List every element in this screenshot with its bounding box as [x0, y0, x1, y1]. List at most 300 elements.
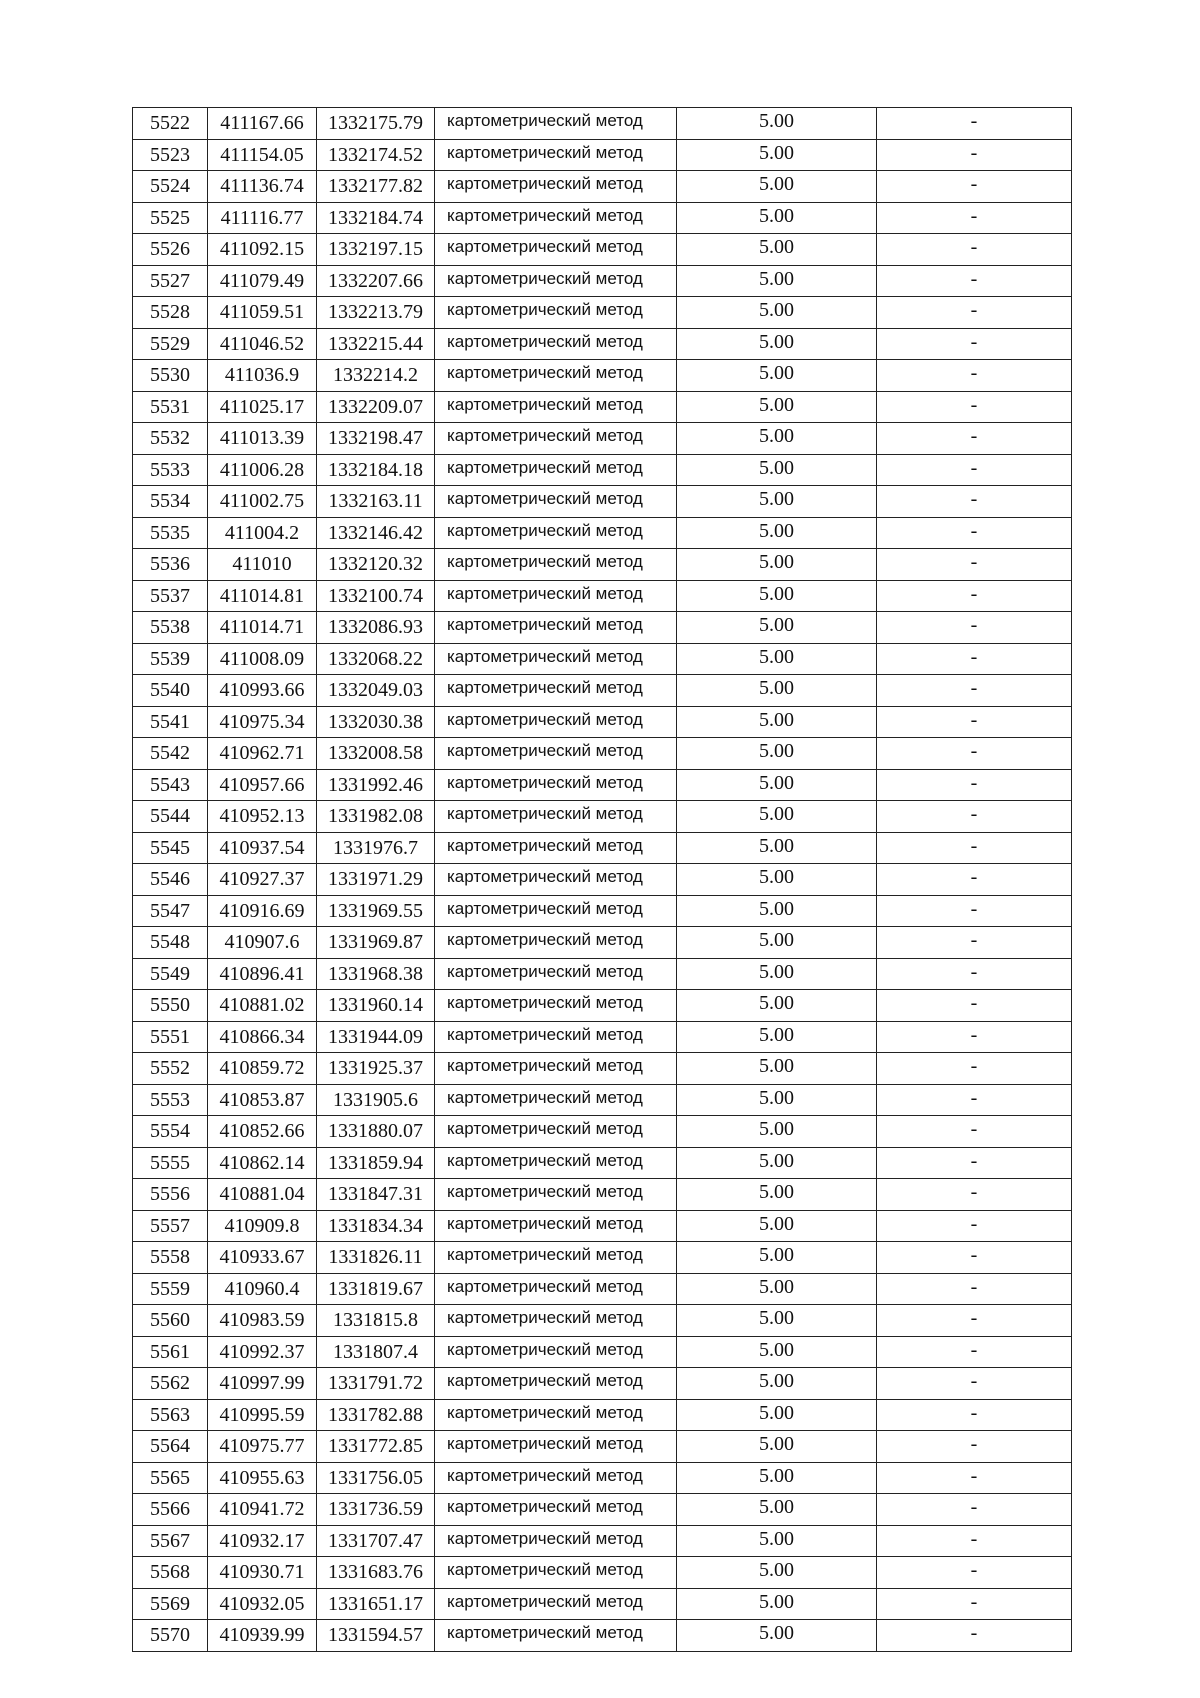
cell-note: -	[877, 580, 1072, 612]
cell-y-coordinate: 1332184.74	[317, 202, 435, 234]
cell-y-coordinate: 1332163.11	[317, 486, 435, 518]
table-row	[133, 391, 1072, 423]
table-row	[133, 1053, 1072, 1085]
cell-note: -	[877, 1116, 1072, 1148]
cell-error: 5.00	[677, 1021, 877, 1053]
cell-x-coordinate: 410927.37	[208, 864, 317, 896]
cell-point-number: 5551	[133, 1021, 208, 1053]
cell-point-number: 5555	[133, 1147, 208, 1179]
cell-error: 5.00	[677, 990, 877, 1022]
cell-y-coordinate: 1332214.2	[317, 360, 435, 392]
cell-point-number: 5550	[133, 990, 208, 1022]
cell-method: картометрический метод	[435, 769, 677, 801]
cell-point-number: 5547	[133, 895, 208, 927]
cell-point-number: 5565	[133, 1462, 208, 1494]
cell-error: 5.00	[677, 1116, 877, 1148]
cell-y-coordinate: 1331944.09	[317, 1021, 435, 1053]
cell-method: картометрический метод	[435, 1620, 677, 1652]
table-row	[133, 927, 1072, 959]
cell-x-coordinate: 410983.59	[208, 1305, 317, 1337]
cell-x-coordinate: 410975.77	[208, 1431, 317, 1463]
cell-x-coordinate: 410859.72	[208, 1053, 317, 1085]
cell-error: 5.00	[677, 423, 877, 455]
cell-y-coordinate: 1332177.82	[317, 171, 435, 203]
cell-error: 5.00	[677, 1336, 877, 1368]
cell-point-number: 5552	[133, 1053, 208, 1085]
cell-error: 5.00	[677, 391, 877, 423]
cell-point-number: 5567	[133, 1525, 208, 1557]
cell-error: 5.00	[677, 1305, 877, 1337]
cell-point-number: 5528	[133, 297, 208, 329]
cell-note: -	[877, 1462, 1072, 1494]
cell-point-number: 5563	[133, 1399, 208, 1431]
table-row	[133, 486, 1072, 518]
cell-y-coordinate: 1332008.58	[317, 738, 435, 770]
cell-x-coordinate: 410937.54	[208, 832, 317, 864]
table-row	[133, 1147, 1072, 1179]
table-row	[133, 1557, 1072, 1589]
cell-y-coordinate: 1331971.29	[317, 864, 435, 896]
cell-note: -	[877, 234, 1072, 266]
cell-note: -	[877, 1336, 1072, 1368]
cell-method: картометрический метод	[435, 297, 677, 329]
cell-note: -	[877, 202, 1072, 234]
cell-method: картометрический метод	[435, 234, 677, 266]
cell-error: 5.00	[677, 612, 877, 644]
cell-method: картометрический метод	[435, 612, 677, 644]
cell-point-number: 5566	[133, 1494, 208, 1526]
cell-x-coordinate: 410852.66	[208, 1116, 317, 1148]
cell-x-coordinate: 411092.15	[208, 234, 317, 266]
cell-y-coordinate: 1331651.17	[317, 1588, 435, 1620]
cell-method: картометрический метод	[435, 1210, 677, 1242]
cell-y-coordinate: 1331756.05	[317, 1462, 435, 1494]
cell-y-coordinate: 1331782.88	[317, 1399, 435, 1431]
cell-x-coordinate: 410962.71	[208, 738, 317, 770]
cell-method: картометрический метод	[435, 1242, 677, 1274]
cell-error: 5.00	[677, 1588, 877, 1620]
table-row	[133, 801, 1072, 833]
cell-error: 5.00	[677, 864, 877, 896]
cell-y-coordinate: 1331992.46	[317, 769, 435, 801]
cell-point-number: 5536	[133, 549, 208, 581]
cell-error: 5.00	[677, 580, 877, 612]
cell-x-coordinate: 411036.9	[208, 360, 317, 392]
cell-error: 5.00	[677, 360, 877, 392]
cell-note: -	[877, 1147, 1072, 1179]
table-row	[133, 108, 1072, 140]
cell-y-coordinate: 1331847.31	[317, 1179, 435, 1211]
cell-point-number: 5538	[133, 612, 208, 644]
cell-note: -	[877, 990, 1072, 1022]
cell-note: -	[877, 1084, 1072, 1116]
cell-method: картометрический метод	[435, 1273, 677, 1305]
table-row	[133, 1084, 1072, 1116]
cell-note: -	[877, 643, 1072, 675]
cell-error: 5.00	[677, 1399, 877, 1431]
cell-method: картометрический метод	[435, 1305, 677, 1337]
cell-point-number: 5522	[133, 108, 208, 140]
cell-error: 5.00	[677, 958, 877, 990]
cell-y-coordinate: 1331594.57	[317, 1620, 435, 1652]
cell-x-coordinate: 410930.71	[208, 1557, 317, 1589]
cell-point-number: 5549	[133, 958, 208, 990]
cell-y-coordinate: 1331683.76	[317, 1557, 435, 1589]
cell-x-coordinate: 410853.87	[208, 1084, 317, 1116]
cell-point-number: 5533	[133, 454, 208, 486]
cell-error: 5.00	[677, 1620, 877, 1652]
cell-point-number: 5525	[133, 202, 208, 234]
cell-error: 5.00	[677, 832, 877, 864]
cell-note: -	[877, 171, 1072, 203]
table-row	[133, 580, 1072, 612]
cell-point-number: 5543	[133, 769, 208, 801]
cell-method: картометрический метод	[435, 328, 677, 360]
cell-note: -	[877, 832, 1072, 864]
cell-x-coordinate: 411136.74	[208, 171, 317, 203]
cell-method: картометрический метод	[435, 1431, 677, 1463]
cell-x-coordinate: 411014.81	[208, 580, 317, 612]
cell-x-coordinate: 410952.13	[208, 801, 317, 833]
table-row	[133, 265, 1072, 297]
cell-note: -	[877, 1431, 1072, 1463]
cell-note: -	[877, 297, 1072, 329]
cell-method: картометрический метод	[435, 1021, 677, 1053]
cell-y-coordinate: 1331880.07	[317, 1116, 435, 1148]
cell-y-coordinate: 1332068.22	[317, 643, 435, 675]
cell-x-coordinate: 411013.39	[208, 423, 317, 455]
cell-x-coordinate: 410941.72	[208, 1494, 317, 1526]
cell-y-coordinate: 1332030.38	[317, 706, 435, 738]
table-row	[133, 297, 1072, 329]
cell-point-number: 5556	[133, 1179, 208, 1211]
cell-y-coordinate: 1332197.15	[317, 234, 435, 266]
cell-error: 5.00	[677, 801, 877, 833]
cell-point-number: 5568	[133, 1557, 208, 1589]
cell-method: картометрический метод	[435, 1399, 677, 1431]
cell-x-coordinate: 411014.71	[208, 612, 317, 644]
cell-error: 5.00	[677, 1273, 877, 1305]
cell-method: картометрический метод	[435, 391, 677, 423]
cell-y-coordinate: 1332207.66	[317, 265, 435, 297]
cell-method: картометрический метод	[435, 1557, 677, 1589]
cell-y-coordinate: 1331807.4	[317, 1336, 435, 1368]
cell-note: -	[877, 328, 1072, 360]
cell-point-number: 5523	[133, 139, 208, 171]
cell-note: -	[877, 1273, 1072, 1305]
table-row	[133, 517, 1072, 549]
cell-point-number: 5541	[133, 706, 208, 738]
cell-method: картометрический метод	[435, 895, 677, 927]
table-row	[133, 1336, 1072, 1368]
table-row	[133, 675, 1072, 707]
cell-method: картометрический метод	[435, 1084, 677, 1116]
cell-method: картометрический метод	[435, 801, 677, 833]
cell-x-coordinate: 410896.41	[208, 958, 317, 990]
cell-y-coordinate: 1331960.14	[317, 990, 435, 1022]
cell-method: картометрический метод	[435, 990, 677, 1022]
cell-x-coordinate: 411079.49	[208, 265, 317, 297]
cell-note: -	[877, 864, 1072, 896]
cell-y-coordinate: 1332184.18	[317, 454, 435, 486]
cell-x-coordinate: 411004.2	[208, 517, 317, 549]
cell-x-coordinate: 410997.99	[208, 1368, 317, 1400]
cell-note: -	[877, 1210, 1072, 1242]
table-row	[133, 234, 1072, 266]
table-row	[133, 958, 1072, 990]
cell-note: -	[877, 360, 1072, 392]
cell-y-coordinate: 1331976.7	[317, 832, 435, 864]
cell-point-number: 5540	[133, 675, 208, 707]
cell-point-number: 5542	[133, 738, 208, 770]
cell-y-coordinate: 1331826.11	[317, 1242, 435, 1274]
cell-error: 5.00	[677, 895, 877, 927]
cell-method: картометрический метод	[435, 486, 677, 518]
cell-x-coordinate: 410957.66	[208, 769, 317, 801]
cell-x-coordinate: 410955.63	[208, 1462, 317, 1494]
cell-y-coordinate: 1331736.59	[317, 1494, 435, 1526]
cell-error: 5.00	[677, 643, 877, 675]
cell-method: картометрический метод	[435, 706, 677, 738]
cell-y-coordinate: 1331859.94	[317, 1147, 435, 1179]
cell-x-coordinate: 410862.14	[208, 1147, 317, 1179]
cell-y-coordinate: 1331969.55	[317, 895, 435, 927]
cell-point-number: 5553	[133, 1084, 208, 1116]
cell-note: -	[877, 927, 1072, 959]
cell-point-number: 5531	[133, 391, 208, 423]
cell-method: картометрический метод	[435, 108, 677, 140]
cell-point-number: 5557	[133, 1210, 208, 1242]
cell-note: -	[877, 738, 1072, 770]
cell-y-coordinate: 1331969.87	[317, 927, 435, 959]
cell-y-coordinate: 1331707.47	[317, 1525, 435, 1557]
cell-error: 5.00	[677, 171, 877, 203]
cell-y-coordinate: 1332049.03	[317, 675, 435, 707]
cell-note: -	[877, 958, 1072, 990]
cell-x-coordinate: 410933.67	[208, 1242, 317, 1274]
cell-note: -	[877, 108, 1072, 140]
cell-note: -	[877, 1525, 1072, 1557]
cell-y-coordinate: 1331772.85	[317, 1431, 435, 1463]
cell-note: -	[877, 1242, 1072, 1274]
table-row	[133, 612, 1072, 644]
cell-x-coordinate: 410907.6	[208, 927, 317, 959]
cell-x-coordinate: 410995.59	[208, 1399, 317, 1431]
cell-x-coordinate: 410975.34	[208, 706, 317, 738]
cell-method: картометрический метод	[435, 1368, 677, 1400]
table-row	[133, 1588, 1072, 1620]
cell-y-coordinate: 1331815.8	[317, 1305, 435, 1337]
cell-note: -	[877, 1021, 1072, 1053]
cell-error: 5.00	[677, 549, 877, 581]
cell-x-coordinate: 411116.77	[208, 202, 317, 234]
cell-y-coordinate: 1332086.93	[317, 612, 435, 644]
cell-error: 5.00	[677, 1462, 877, 1494]
table-row	[133, 454, 1072, 486]
cell-note: -	[877, 549, 1072, 581]
cell-method: картометрический метод	[435, 202, 677, 234]
cell-point-number: 5539	[133, 643, 208, 675]
cell-x-coordinate: 410909.8	[208, 1210, 317, 1242]
cell-note: -	[877, 706, 1072, 738]
cell-note: -	[877, 1557, 1072, 1589]
cell-note: -	[877, 1368, 1072, 1400]
table-row	[133, 1116, 1072, 1148]
cell-note: -	[877, 675, 1072, 707]
cell-point-number: 5527	[133, 265, 208, 297]
cell-point-number: 5562	[133, 1368, 208, 1400]
cell-x-coordinate: 411025.17	[208, 391, 317, 423]
cell-note: -	[877, 895, 1072, 927]
cell-y-coordinate: 1331925.37	[317, 1053, 435, 1085]
cell-y-coordinate: 1331834.34	[317, 1210, 435, 1242]
cell-note: -	[877, 139, 1072, 171]
cell-x-coordinate: 411010	[208, 549, 317, 581]
cell-point-number: 5544	[133, 801, 208, 833]
cell-point-number: 5560	[133, 1305, 208, 1337]
cell-method: картометрический метод	[435, 864, 677, 896]
cell-point-number: 5535	[133, 517, 208, 549]
table-row	[133, 1179, 1072, 1211]
cell-x-coordinate: 411167.66	[208, 108, 317, 140]
cell-x-coordinate: 410866.34	[208, 1021, 317, 1053]
cell-x-coordinate: 411002.75	[208, 486, 317, 518]
table-row	[133, 202, 1072, 234]
cell-note: -	[877, 612, 1072, 644]
table-row	[133, 549, 1072, 581]
cell-error: 5.00	[677, 1053, 877, 1085]
cell-error: 5.00	[677, 1431, 877, 1463]
cell-error: 5.00	[677, 738, 877, 770]
cell-note: -	[877, 1620, 1072, 1652]
table-row	[133, 139, 1072, 171]
cell-note: -	[877, 1305, 1072, 1337]
cell-method: картометрический метод	[435, 580, 677, 612]
table-row	[133, 1305, 1072, 1337]
cell-error: 5.00	[677, 769, 877, 801]
cell-x-coordinate: 410960.4	[208, 1273, 317, 1305]
cell-error: 5.00	[677, 675, 877, 707]
cell-method: картометрический метод	[435, 1116, 677, 1148]
cell-y-coordinate: 1332175.79	[317, 108, 435, 140]
cell-y-coordinate: 1332215.44	[317, 328, 435, 360]
cell-error: 5.00	[677, 927, 877, 959]
cell-x-coordinate: 410993.66	[208, 675, 317, 707]
cell-error: 5.00	[677, 1084, 877, 1116]
cell-error: 5.00	[677, 1242, 877, 1274]
table-row	[133, 895, 1072, 927]
table-body	[133, 108, 1072, 1652]
cell-point-number: 5534	[133, 486, 208, 518]
cell-error: 5.00	[677, 454, 877, 486]
cell-y-coordinate: 1332198.47	[317, 423, 435, 455]
cell-error: 5.00	[677, 297, 877, 329]
cell-point-number: 5564	[133, 1431, 208, 1463]
coordinates-table	[132, 107, 1072, 1652]
cell-error: 5.00	[677, 1557, 877, 1589]
table-row	[133, 328, 1072, 360]
cell-error: 5.00	[677, 706, 877, 738]
cell-method: картометрический метод	[435, 360, 677, 392]
cell-x-coordinate: 410932.05	[208, 1588, 317, 1620]
cell-y-coordinate: 1332209.07	[317, 391, 435, 423]
cell-method: картометрический метод	[435, 171, 677, 203]
cell-method: картометрический метод	[435, 454, 677, 486]
table-row	[133, 832, 1072, 864]
cell-y-coordinate: 1331791.72	[317, 1368, 435, 1400]
cell-x-coordinate: 410916.69	[208, 895, 317, 927]
cell-method: картометрический метод	[435, 423, 677, 455]
table-row	[133, 1620, 1072, 1652]
cell-point-number: 5561	[133, 1336, 208, 1368]
cell-note: -	[877, 801, 1072, 833]
cell-method: картометрический метод	[435, 1179, 677, 1211]
cell-note: -	[877, 486, 1072, 518]
cell-note: -	[877, 1588, 1072, 1620]
cell-note: -	[877, 1053, 1072, 1085]
cell-note: -	[877, 1494, 1072, 1526]
cell-point-number: 5532	[133, 423, 208, 455]
cell-y-coordinate: 1332174.52	[317, 139, 435, 171]
table-row	[133, 1210, 1072, 1242]
table-row	[133, 1273, 1072, 1305]
cell-note: -	[877, 769, 1072, 801]
cell-y-coordinate: 1332213.79	[317, 297, 435, 329]
cell-method: картометрический метод	[435, 1147, 677, 1179]
cell-method: картометрический метод	[435, 139, 677, 171]
cell-y-coordinate: 1331968.38	[317, 958, 435, 990]
cell-note: -	[877, 265, 1072, 297]
cell-point-number: 5559	[133, 1273, 208, 1305]
cell-x-coordinate: 411154.05	[208, 139, 317, 171]
cell-y-coordinate: 1331819.67	[317, 1273, 435, 1305]
table-row	[133, 738, 1072, 770]
cell-error: 5.00	[677, 1147, 877, 1179]
cell-error: 5.00	[677, 1179, 877, 1211]
cell-note: -	[877, 454, 1072, 486]
cell-error: 5.00	[677, 486, 877, 518]
table-row	[133, 171, 1072, 203]
cell-error: 5.00	[677, 234, 877, 266]
cell-note: -	[877, 391, 1072, 423]
cell-x-coordinate: 410992.37	[208, 1336, 317, 1368]
cell-point-number: 5558	[133, 1242, 208, 1274]
cell-point-number: 5537	[133, 580, 208, 612]
cell-x-coordinate: 410932.17	[208, 1525, 317, 1557]
cell-point-number: 5569	[133, 1588, 208, 1620]
cell-method: картометрический метод	[435, 265, 677, 297]
cell-point-number: 5530	[133, 360, 208, 392]
cell-method: картометрический метод	[435, 738, 677, 770]
table-row	[133, 706, 1072, 738]
table-row	[133, 1494, 1072, 1526]
cell-x-coordinate: 410939.99	[208, 1620, 317, 1652]
cell-error: 5.00	[677, 108, 877, 140]
table-row	[133, 643, 1072, 675]
cell-method: картометрический метод	[435, 517, 677, 549]
cell-y-coordinate: 1332146.42	[317, 517, 435, 549]
cell-method: картометрический метод	[435, 643, 677, 675]
cell-point-number: 5548	[133, 927, 208, 959]
table-row	[133, 1399, 1072, 1431]
cell-method: картометрический метод	[435, 675, 677, 707]
cell-x-coordinate: 411059.51	[208, 297, 317, 329]
cell-error: 5.00	[677, 265, 877, 297]
cell-x-coordinate: 411006.28	[208, 454, 317, 486]
cell-method: картометрический метод	[435, 832, 677, 864]
cell-method: картометрический метод	[435, 1525, 677, 1557]
cell-x-coordinate: 411008.09	[208, 643, 317, 675]
